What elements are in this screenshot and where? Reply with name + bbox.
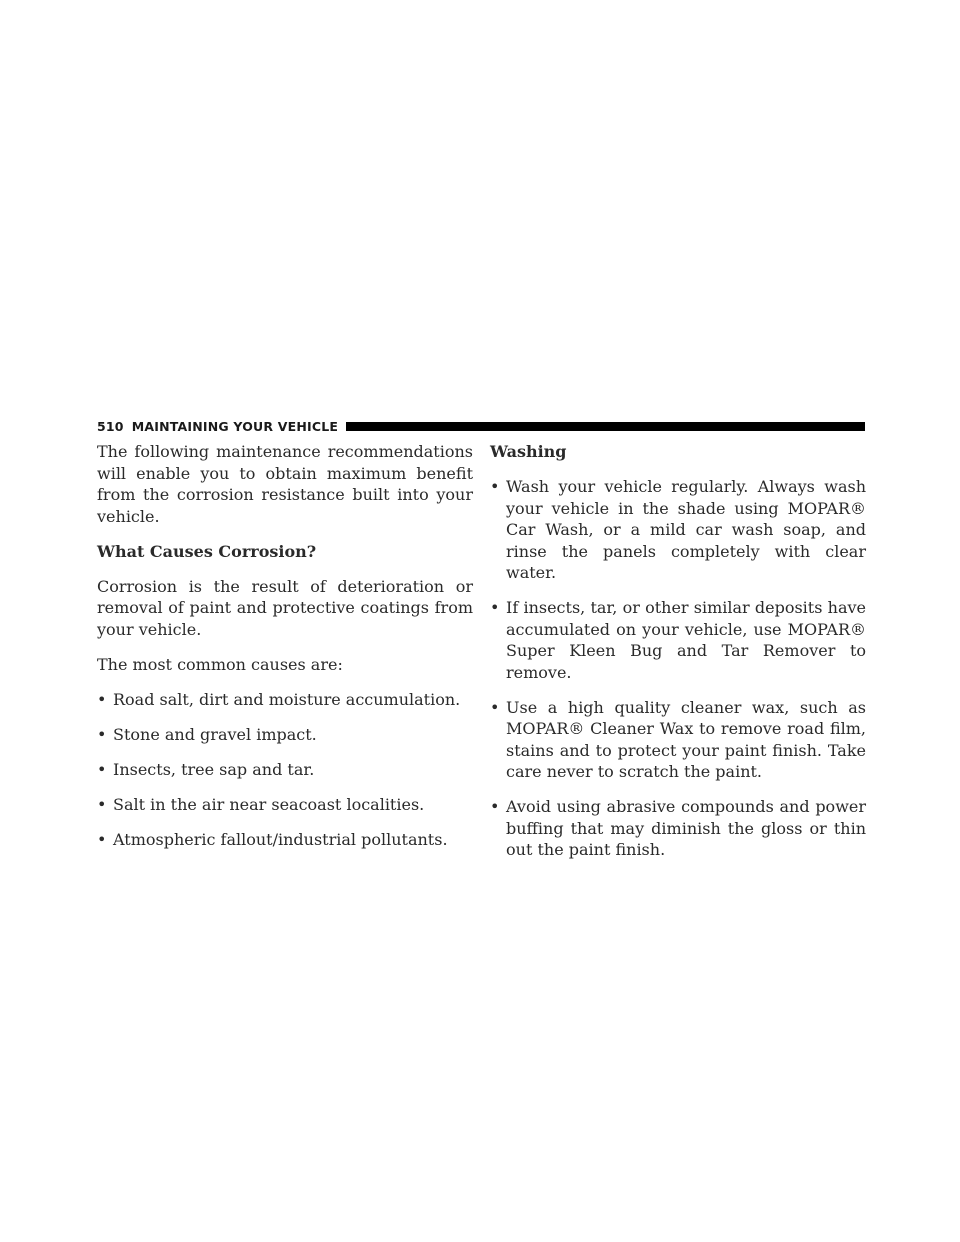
- list-item: [97, 724, 473, 746]
- bullet-icon: •: [490, 477, 500, 496]
- list-item: [97, 829, 473, 851]
- intro-paragraph: The following maintenance recommendations will enable you to obtain maximum benefit from the corrosion resistance built into your vehicle.: [97, 442, 473, 526]
- bullet-icon: •: [97, 689, 107, 709]
- header-rule: [346, 422, 865, 431]
- corrosion-definition: Corrosion is the result of deterioration or removal of paint and protective coatings from your vehicle.: [97, 576, 473, 639]
- list-item: [97, 689, 473, 711]
- corrosion-heading: What Causes Corrosion?: [97, 541, 317, 561]
- right-column: [490, 441, 866, 874]
- bullet-icon: •: [97, 724, 107, 744]
- list-item-text: Road salt, dirt and moisture accumulation.: [113, 689, 461, 709]
- left-column: [97, 441, 473, 864]
- washing-list: [490, 476, 866, 861]
- causes-intro: The most common causes are:: [97, 654, 343, 674]
- list-item-text: Stone and gravel impact.: [113, 724, 317, 744]
- list-item-text: Atmospheric fallout/industrial pollutants.: [113, 829, 448, 849]
- list-item: [97, 794, 473, 816]
- list-item: [490, 476, 866, 584]
- list-item-text: Insects, tree sap and tar.: [113, 759, 315, 779]
- page-header: [97, 419, 865, 433]
- page-number: 510: [97, 418, 124, 434]
- bullet-icon: •: [490, 598, 500, 617]
- list-item-text: Wash your vehicle regularly. Always wash your vehicle in the shade using MOPAR® Car Wash, or a mild car wash soap, and rinse the panels completely with clear water.: [506, 477, 866, 582]
- list-item: [490, 597, 866, 683]
- list-item: [490, 796, 866, 861]
- list-item-text: Use a high quality cleaner wax, such as MOPAR® Cleaner Wax to remove road film, stains and to protect your paint finish. Take care never to scratch the paint.: [506, 697, 866, 781]
- list-item: [97, 759, 473, 781]
- list-item-text: If insects, tar, or other similar deposits have accumulated on your vehicle, use MOPAR® Super Kleen Bug and Tar Remover to remove.: [506, 598, 866, 682]
- list-item: [490, 697, 866, 783]
- bullet-icon: •: [97, 829, 107, 849]
- bullet-icon: •: [97, 794, 107, 814]
- section-title: MAINTAINING YOUR VEHICLE: [131, 418, 339, 434]
- list-item-text: Avoid using abrasive compounds and power buffing that may diminish the gloss or thin out the paint finish.: [506, 797, 866, 859]
- list-item-text: Salt in the air near seacoast localities.: [113, 794, 425, 814]
- bullet-icon: •: [490, 697, 500, 717]
- bullet-icon: •: [97, 759, 107, 779]
- bullet-icon: •: [490, 797, 500, 816]
- causes-list: [97, 689, 473, 851]
- washing-heading: Washing: [490, 442, 567, 461]
